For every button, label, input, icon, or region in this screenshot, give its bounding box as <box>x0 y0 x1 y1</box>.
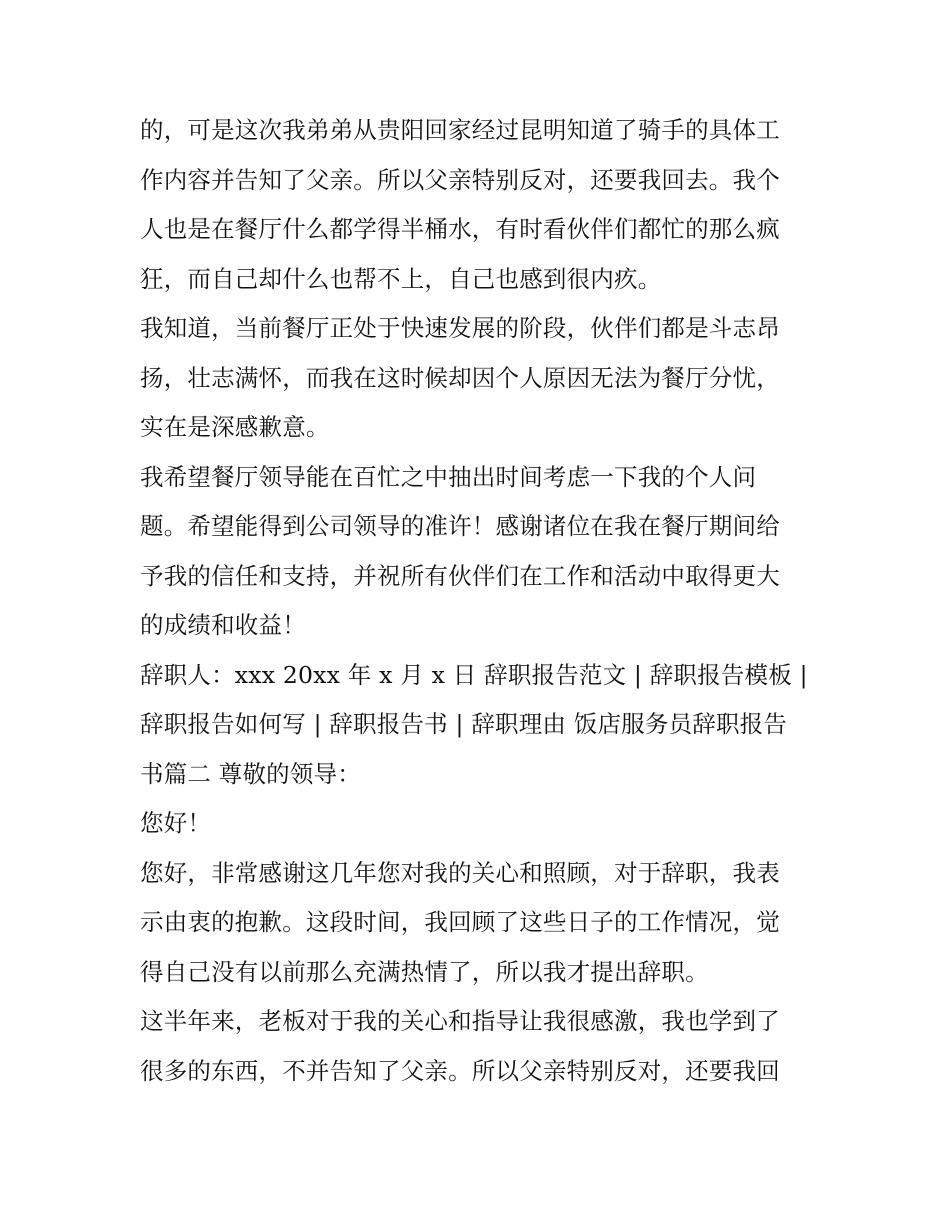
text-line: 辞职人：xxx 20xx 年 x 月 x 日 辞职报告范文 | 辞职报告模板 | <box>140 660 808 689</box>
text-line: 书篇二 尊敬的领导： <box>140 759 361 788</box>
text-line: 予我的信任和支持，并祝所有伙伴们在工作和活动中取得更大 <box>140 561 780 590</box>
text-line: 示由衷的抱歉。这段时间，我回顾了这些日子的工作情况，觉 <box>140 908 780 936</box>
text-line: 狂，而自己却什么也帮不上，自己也感到很内疚。 <box>140 264 662 293</box>
text-line: 的成绩和收益！ <box>140 611 306 639</box>
text-line: 我希望餐厅领导能在百忙之中抽出时间考虑一下我的个人问 <box>140 462 757 491</box>
text-line: 这半年来，老板对于我的关心和指导让我很感激，我也学到了 <box>140 1007 780 1035</box>
text-line: 辞职报告如何写 | 辞职报告书 | 辞职理由 饭店服务员辞职报告 <box>140 710 788 738</box>
text-line: 您好，非常感谢这几年您对我的关心和照顾，对于辞职，我表 <box>140 858 780 887</box>
text-line: 得自己没有以前那么充满热情了，所以我才提出辞职。 <box>140 957 709 986</box>
text-line: 您好！ <box>140 809 212 837</box>
document-body <box>140 106 820 1096</box>
text-line: 很多的东西，不并告知了父亲。所以父亲特别反对，还要我回 <box>140 1056 780 1085</box>
text-line: 实在是深感歉意。 <box>140 413 330 441</box>
text-line: 我知道，当前餐厅正处于快速发展的阶段，伙伴们都是斗志昂 <box>140 314 780 342</box>
text-line: 题。希望能得到公司领导的准许！感谢诸位在我在餐厅期间给 <box>140 512 780 540</box>
text-line: 扬，壮志满怀，而我在这时候却因个人原因无法为餐厅分忧， <box>140 363 780 392</box>
text-line: 人也是在餐厅什么都学得半桶水，有时看伙伴们都忙的那么疯 <box>140 215 780 243</box>
text-line: 作内容并告知了父亲。所以父亲特别反对，还要我回去。我个 <box>140 165 780 194</box>
text-line: 的，可是这次我弟弟从贵阳回家经过昆明知道了骑手的具体工 <box>140 116 780 144</box>
